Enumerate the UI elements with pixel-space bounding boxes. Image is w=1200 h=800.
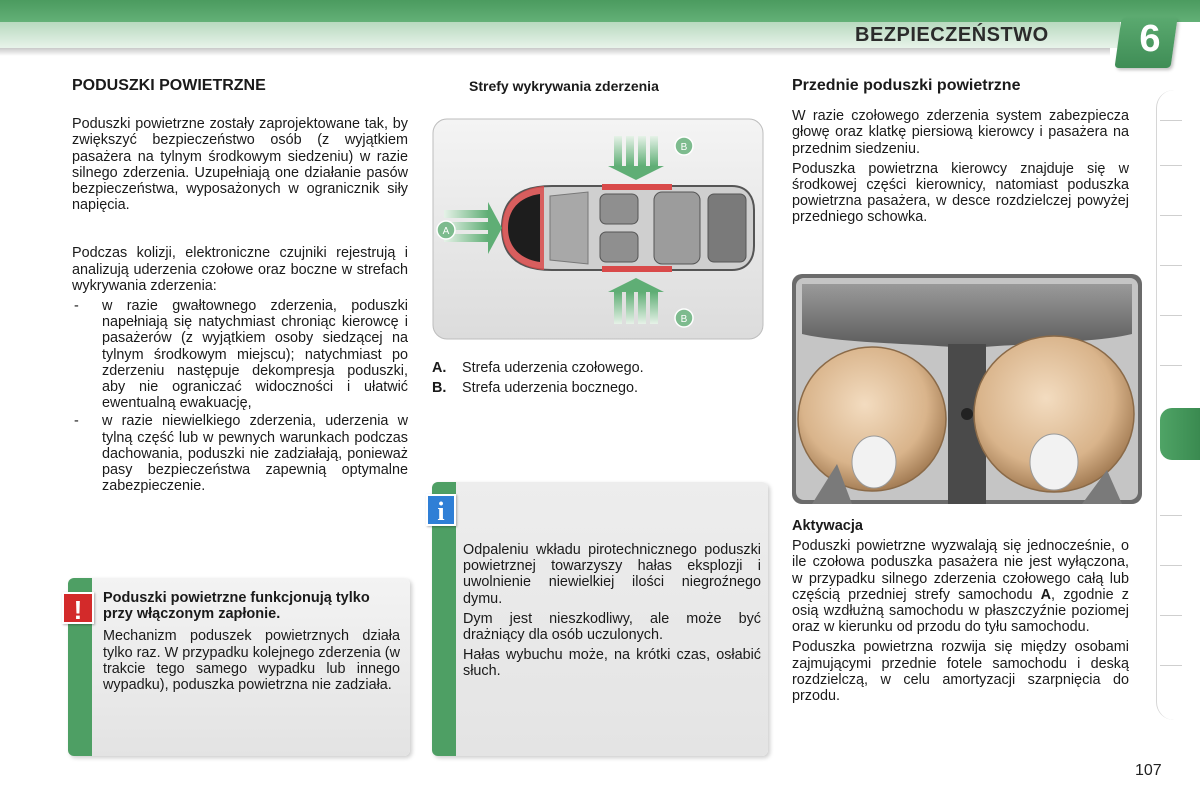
index-arc [1156,90,1186,720]
collision-bullet-list [72,298,408,494]
info-paragraph: Hałas wybuchu może, na krótki czas, osłabić słuch. [463,647,761,680]
legend-item [432,380,752,396]
warning-body: Mechanizm poduszek powietrznych działa tylko raz. W przypadku kolejnego zderzenia (w trakcie tego samego wypadku lub innego wypadku), poduszka powietrzna nie zadziała. [103,628,400,694]
info-paragraph: Dym jest nieszkodliwy, ale może być drażniący dla osób uczulonych. [463,610,761,644]
bullet-item: - w razie gwałtownego zderzenia, poduszki napełniają się natychmiast chroniąc kierowcę i pasażerów (z wyjątkiem osoby siedzącej na tylnym środkowym miejscu); natychmiast po zderzeniu następuje dekompresja poduszki, aby nie ograniczać widoczności i ułatwić ewentualną ewakuację, [72,298,408,411]
right-column [792,78,1129,230]
index-tab-10[interactable] [1160,665,1182,666]
right-paragraph: W razie czołowego zderzenia system zabezpiecza głowę oraz klatkę piersiową kierowcy i pasażera na przednim siedzeniu. [792,108,1129,157]
info-icon: i [426,494,456,526]
bullet-item: - w razie niewielkiego zderzenia, uderzenia w tylną część lub w pewnych warunkach podczas dachowania, poduszki nie zadziałają, ponieważ pasy bezpieczeństwa zapewnią optymalne zabezpieczenie. [72,413,408,494]
warning-icon: ! [62,592,94,624]
activation-paragraph: Poduszki powietrzne wyzwalają się jednocześnie, o ile czołowa poduszka pasażera nie jest wyłączona, w przypadku silnego zderzenia czołowego całą lub częścią przedniej strefy samochodu A, zgodnie z osią wzdłużną samochodu w płaszczyźnie poziomej oraz w kierunku od przodu do tyłu samochodu. [792,538,1129,636]
header-shadow [0,48,1110,56]
collision-paragraph: Podczas kolizji, elektroniczne czujniki rejestrują i analizują uderzenia czołowe oraz boczne w strefach wykrywania zderzenia: [72,245,408,294]
warning-heading: Poduszki powietrzne funkcjonują tylko przy włączonym zapłonie. [103,590,370,623]
driver-head [852,436,896,488]
header-band [0,0,1200,22]
side-zone-bottom [602,266,672,272]
crash-zone-figure [432,118,764,340]
console-knob [961,408,973,420]
zone-b-label-bottom: B [680,314,688,325]
section-title: PODUSZKI POWIETRZNE [72,77,266,94]
warning-content [103,590,400,693]
legend-text: Strefa uderzenia bocznego. [462,380,639,397]
index-tab-4[interactable] [1160,265,1182,266]
info-content [463,542,761,684]
figure-title: Strefy wykrywania zderzenia [469,78,659,94]
info-paragraph: Odpaleniu wkładu pirotechnicznego poduszki powietrznej towarzyszy hałas eksplozji i uwolnienie niewielkiej ilości niegroźnego dymu. [463,542,761,607]
figure-legend [432,360,752,396]
right-section-title: Przednie poduszki powietrzne [792,77,1021,94]
closing-paragraph: Poduszka powietrzna rozwija się między osobami zajmującymi przednie fotele samochodu i deską rozdzielczą, w celu amortyzacji szarpnięcia do przodu. [792,639,1129,705]
front-seat-left [600,194,638,224]
rear-bench [654,192,700,264]
index-tab-active[interactable] [1160,408,1200,460]
airbag-illustration [792,274,1142,504]
passenger-head [1030,434,1078,490]
trunk [708,194,746,262]
windshield [550,192,588,264]
zone-a-label: A [442,226,450,237]
legend-text: Strefa uderzenia czołowego. [462,360,644,376]
index-tab-8[interactable] [1160,565,1182,566]
index-tab-1[interactable] [1160,120,1182,121]
left-column [72,78,408,496]
index-tab-3[interactable] [1160,215,1182,216]
legend-key: B. [432,380,447,397]
index-tab-5[interactable] [1160,315,1182,316]
zone-b-label-top: B [680,142,688,153]
activation-title: Aktywacja [792,518,863,534]
front-seat-right [600,232,638,262]
chapter-title: BEZPIECZEŃSTWO [855,24,1049,46]
index-tab-7[interactable] [1160,515,1182,516]
index-tab-9[interactable] [1160,615,1182,616]
dashboard [802,284,1132,349]
legend-item [432,360,752,376]
legend-key: A. [432,360,447,376]
side-zone-top [602,184,672,190]
right-paragraph: Poduszka powietrzna kierowcy znajduje się w środkowej części kierownicy, natomiast poduszka powietrzna pasażera, w desce rozdzielczej powyżej przedniego schowka. [792,160,1129,226]
activation-section [792,518,1129,708]
intro-paragraph: Poduszki powietrzne zostały zaprojektowane tak, by zwiększyć bezpieczeństwo osób (z wyjątkiem pasażera na tylnym środkowym siedzeniu) w razie silnego zderzenia. Uzupełniają one działanie pasów bezpieczeństwa, wyposażonych w ogranicznik siły napięcia. [72,116,408,214]
chapter-number: 6 [1139,18,1161,60]
page-number: 107 [1135,762,1162,779]
index-tab-6[interactable] [1160,365,1182,366]
index-tab-2[interactable] [1160,165,1182,166]
